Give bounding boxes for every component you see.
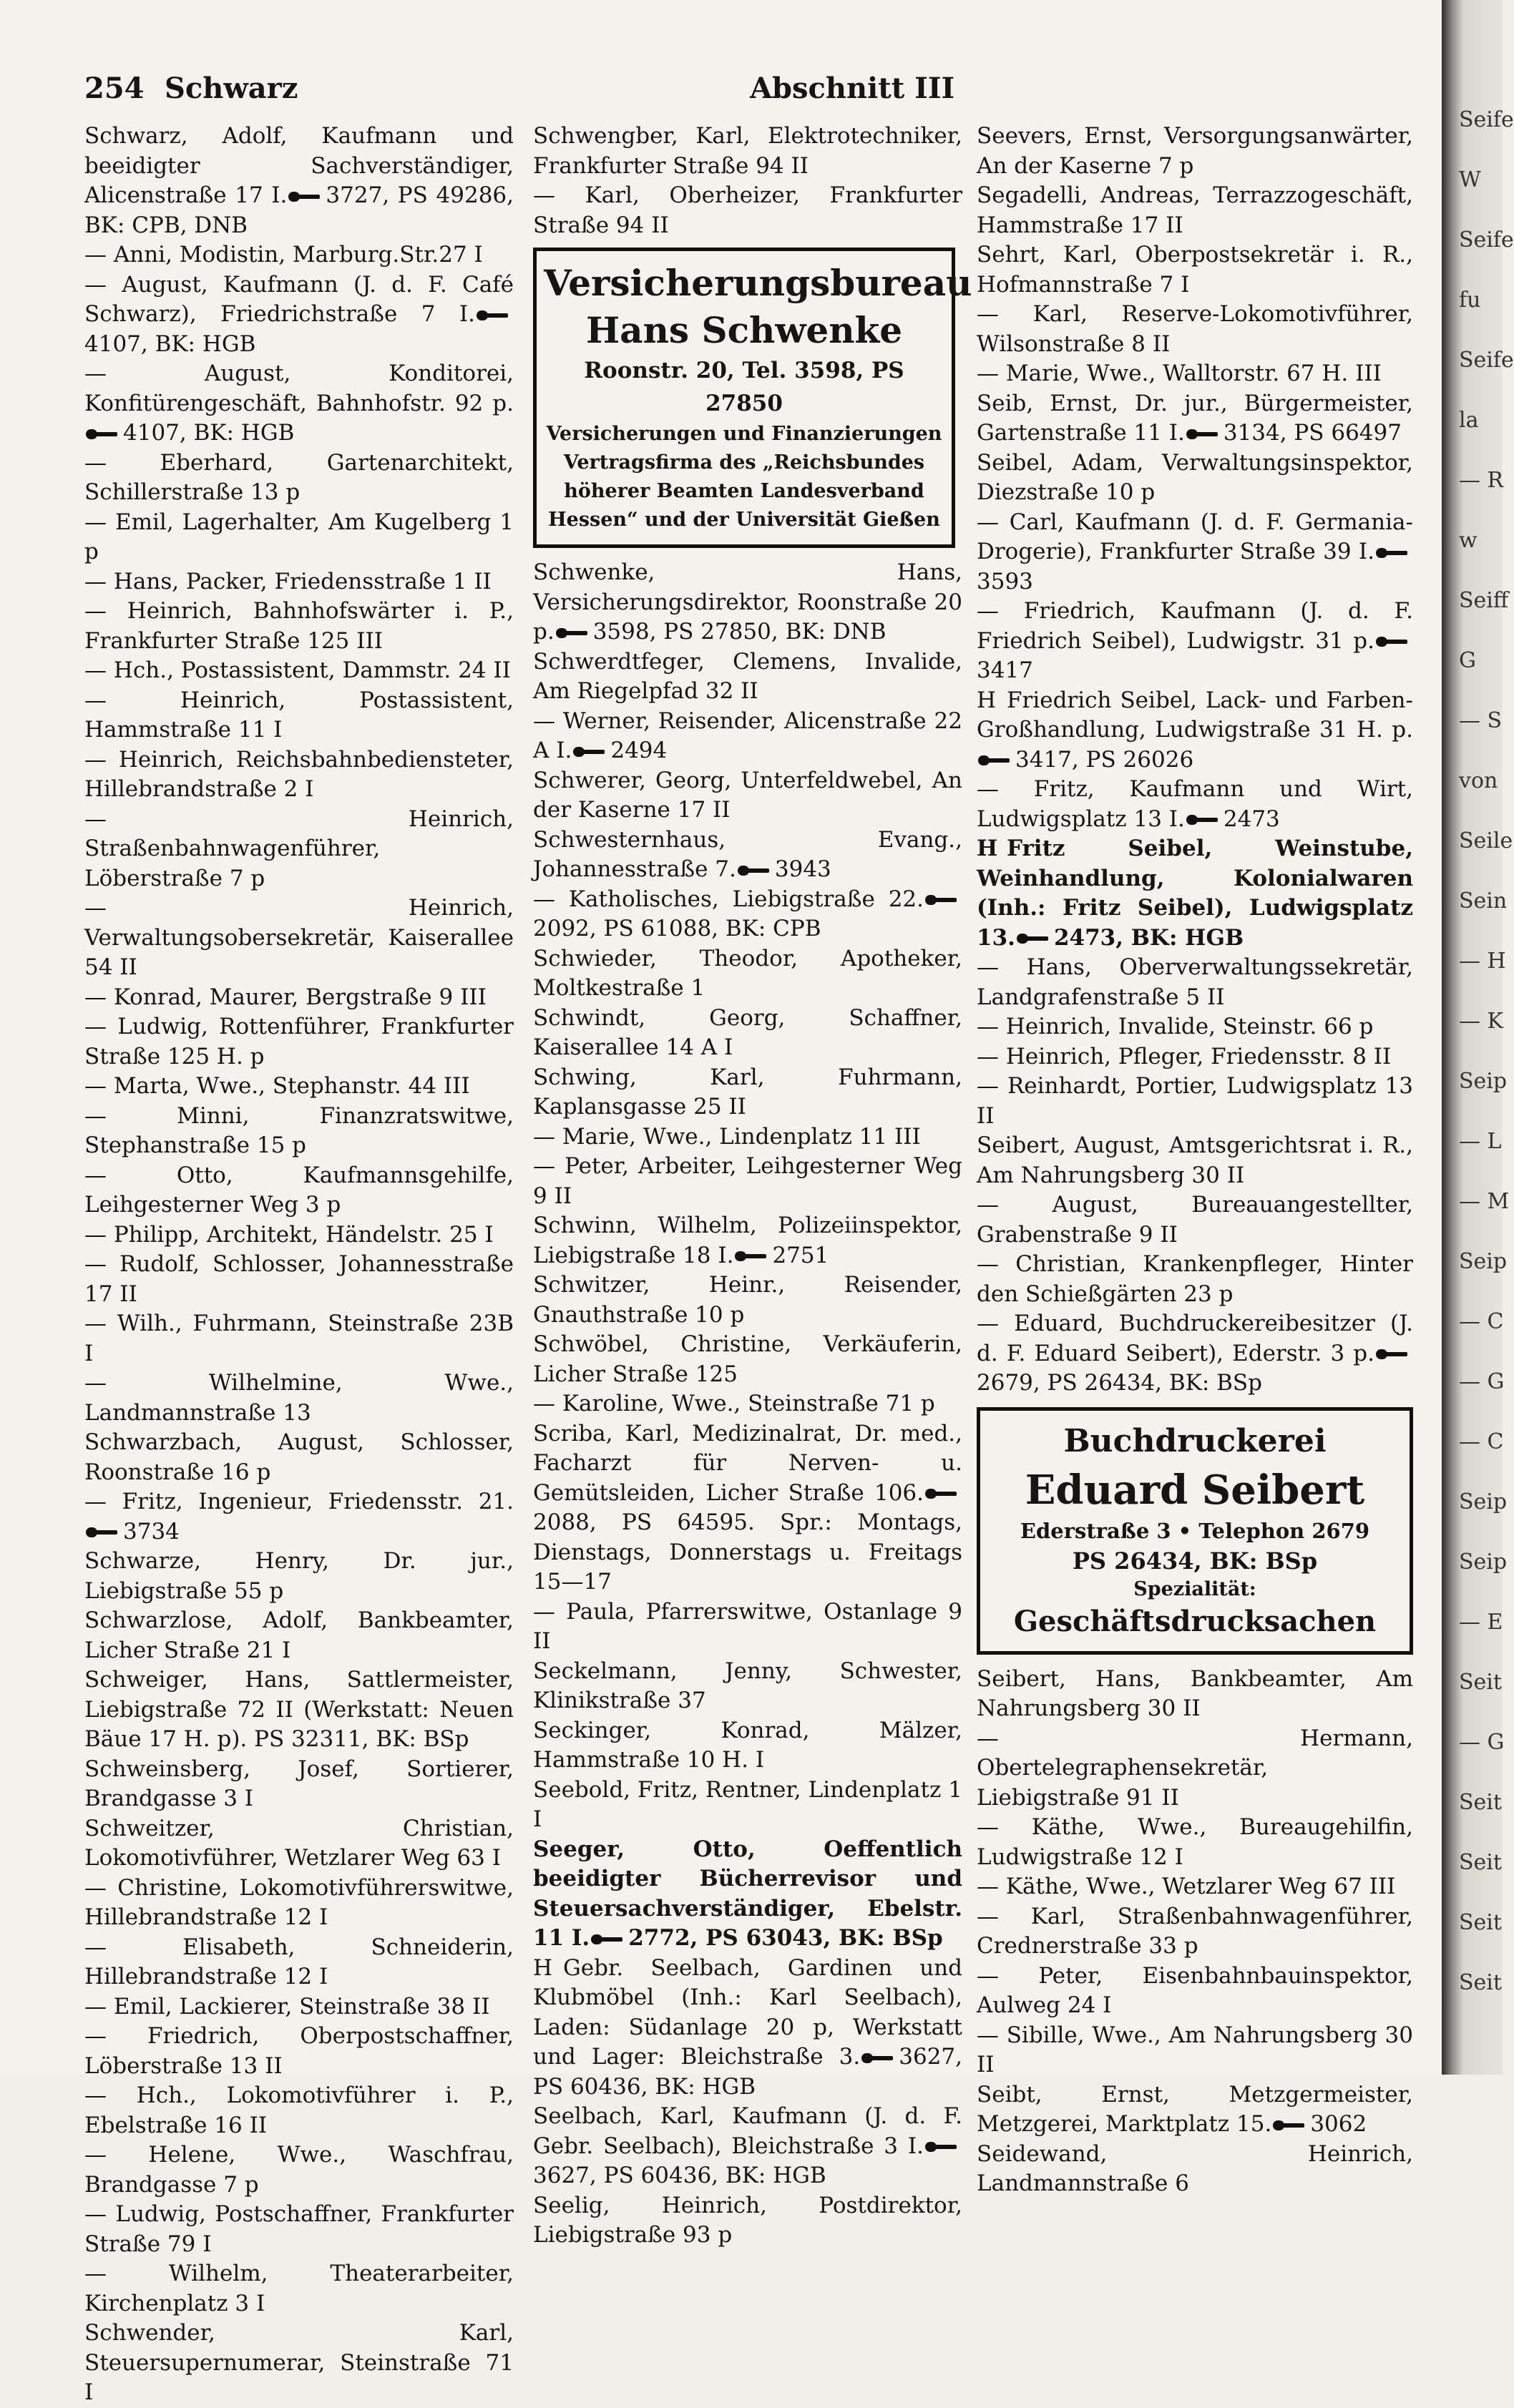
- entry-text: — Christian, Krankenpfleger, Hinter den Schießgärten 23 p: [977, 1251, 1413, 1307]
- entry-text: Fritz Seibel, Weinstube, Weinhandlung, Kolonialwaren (Inh.: Fritz Seibel), Ludwigsplatz 13.: [977, 836, 1413, 951]
- directory-entry: [977, 834, 1413, 953]
- business-marker: H: [533, 1954, 553, 1981]
- directory-entry: [84, 1933, 514, 1992]
- entry-text: Schwarzbach, August, Schlosser, Roonstraße 16 p: [84, 1429, 514, 1485]
- entry-text: Schwieder, Theodor, Apotheker, Moltkestraße 1: [533, 945, 962, 1001]
- entry-text: Schweitzer, Christian, Lokomotivführer, Wetzlarer Weg 63 I: [84, 1815, 514, 1871]
- entry-text: — Fritz, Ingenieur, Friedensstr. 21.: [84, 1489, 514, 1514]
- entry-text: — Peter, Eisenbahnbauinspektor, Aulweg 24 I: [977, 1962, 1413, 2018]
- telephone-icon: [861, 2052, 894, 2064]
- entry-telephone: 4107, BK: HGB: [84, 331, 256, 357]
- telephone-icon: [573, 746, 606, 758]
- directory-entry: [84, 1220, 514, 1251]
- entry-text: Scriba, Karl, Medizinalrat, Dr. med., Facharzt für Nerven- u. Gemütsleiden, Licher Straße 106.: [533, 1420, 962, 1506]
- entry-text: Gebr. Seelbach, Gardinen und Klubmöbel (Inh.: Karl Seelbach), Laden: Südanlage 20 p, Werkstatt und Lager: Bleichstraße 3.: [533, 1954, 962, 2070]
- ad-title: Versicherungsbureau: [544, 262, 972, 304]
- column-2: [533, 122, 972, 2251]
- telephone-icon: [1186, 429, 1219, 440]
- entry-text: Segadelli, Andreas, Terrazzogeschäft, Hammstraße 17 II: [977, 182, 1413, 238]
- directory-entry: [84, 1369, 514, 1428]
- directory-entry: [977, 1072, 1413, 1131]
- entry-text: — Eberhard, Gartenarchitekt, Schillerstraße 13 p: [84, 449, 514, 505]
- entry-telephone: 4107, BK: HGB: [123, 420, 295, 446]
- facing-page-fragment: Seip: [1459, 1550, 1508, 1575]
- facing-page-fragment: — L: [1459, 1129, 1502, 1154]
- directory-entry: [533, 1657, 962, 1716]
- directory-entry: [84, 656, 514, 686]
- directory-entry: [84, 1665, 514, 1755]
- facing-page-fragment: W: [1459, 167, 1481, 192]
- entry-text: Seckelmann, Jenny, Schwester, Klinikstraße 37: [533, 1658, 962, 1713]
- facing-page-fragment: Seit: [1459, 1970, 1502, 1995]
- facing-page-fragment: Seit: [1459, 1850, 1502, 1875]
- entry-text: — Elisabeth, Schneiderin, Hillebrandstraße 12 I: [84, 1934, 514, 1989]
- directory-entry: [84, 567, 514, 597]
- facing-page-fragment: — M: [1459, 1189, 1510, 1214]
- directory-entry: [977, 686, 1413, 775]
- directory-entry: [84, 686, 514, 745]
- ad-description: Versicherungen und Finanzierungen Vertragsfirma des „Reichsbundes höherer Beamten Landesverband Hessen“ und der Universität Gießen: [546, 423, 942, 531]
- facing-page-fragment: Seit: [1459, 1670, 1502, 1695]
- directory-entry: [84, 1814, 514, 1874]
- directory-entry: [533, 1211, 962, 1271]
- directory-entry: [84, 449, 514, 508]
- directory-entry: [977, 953, 1413, 1012]
- entry-text: — Ludwig, Postschaffner, Frankfurter Straße 79 I: [84, 2201, 514, 2257]
- facing-page-fragment: Seile: [1459, 828, 1513, 853]
- entry-text: — Wilhelmine, Wwe., Landmannstraße 13: [84, 1370, 514, 1426]
- directory-entry: [84, 270, 514, 360]
- entry-text: Schwender, Karl, Steuersupernumerar, Steinstraße 71 I: [84, 2320, 514, 2405]
- column-1: [84, 122, 514, 2408]
- directory-entry: [977, 181, 1413, 240]
- entry-text: — Helene, Wwe., Waschfrau, Brandgasse 7 p: [84, 2142, 514, 2198]
- directory-entry: [533, 122, 962, 181]
- directory-entry: [533, 885, 962, 944]
- entry-telephone: 3598, PS 27850, BK: DNB: [592, 619, 887, 645]
- directory-entry: [977, 1724, 1413, 1814]
- directory-entry: [977, 1012, 1413, 1042]
- entry-telephone: 3062: [1310, 2111, 1367, 2137]
- facing-page-fragment: fu: [1459, 288, 1481, 313]
- entry-text: — Hermann, Obertelegraphensekretär, Liebigstraße 91 II: [977, 1725, 1413, 1811]
- page-header: [84, 72, 1444, 112]
- ad-address: Ederstraße 3 • Telephon 2679: [1020, 1518, 1370, 1543]
- facing-page-fragment: la: [1459, 408, 1479, 433]
- entry-text: Schweinsberg, Josef, Sortierer, Brandgasse 3 I: [84, 1756, 514, 1811]
- ad-specialty-label: Spezialität:: [1133, 1577, 1256, 1600]
- entry-text: Schwitzer, Heinr., Reisender, Gnauthstraße 10 p: [533, 1272, 962, 1328]
- directory-entry: [84, 1547, 514, 1606]
- telephone-icon: [288, 191, 321, 202]
- directory-entry: [977, 300, 1413, 359]
- ad-specialty: Geschäftsdrucksachen: [1013, 1604, 1377, 1638]
- entry-text: Schwerdtfeger, Clemens, Invalide, Am Riegelpfad 32 II: [533, 648, 962, 704]
- entry-text: — Karoline, Wwe., Steinstraße 71 p: [533, 1391, 935, 1416]
- facing-page-fragment: — C: [1459, 1309, 1504, 1334]
- facing-page-fragment: — E: [1459, 1610, 1503, 1635]
- entry-text: Schwarze, Henry, Dr. jur., Liebigstraße 55 p: [84, 1548, 514, 1604]
- facing-page-fragment: — C: [1459, 1429, 1504, 1454]
- entry-telephone: 3417: [977, 657, 1033, 683]
- directory-entry: [84, 2022, 514, 2081]
- directory-entry: [84, 122, 514, 240]
- entry-text: — Katholisches, Liebigstraße 22.: [533, 886, 924, 912]
- directory-entry: [977, 122, 1413, 181]
- telephone-icon: [925, 894, 958, 906]
- entry-text: — Anni, Modistin, Marburg.Str.27 I: [84, 242, 483, 268]
- entry-telephone: 3734: [123, 1518, 180, 1545]
- entry-telephone: 2092, PS 61088, BK: CPB: [533, 916, 821, 941]
- column-2-top-entries: [533, 122, 962, 240]
- facing-page-fragment: G: [1459, 648, 1476, 673]
- ad-name: Eduard Seibert: [1025, 1466, 1365, 1514]
- directory-entry: [533, 1419, 962, 1597]
- telephone-icon: [1273, 2120, 1306, 2131]
- entry-text: — Fritz, Kaufmann und Wirt, Ludwigsplatz 13 I.: [977, 776, 1413, 832]
- directory-entry: [84, 359, 514, 449]
- entry-text: Schwing, Karl, Fuhrmann, Kaplansgasse 25 II: [533, 1064, 962, 1120]
- directory-entry: [84, 1309, 514, 1369]
- entry-text: Seidewand, Heinrich, Landmannstraße 6: [977, 2140, 1413, 2196]
- directory-entry: [533, 1776, 962, 1835]
- entry-text: — Marie, Wwe., Walltorstr. 67 H. III: [977, 361, 1382, 386]
- directory-entry: [533, 1122, 962, 1152]
- directory-entry: [533, 1389, 962, 1419]
- facing-page-fragment: — H: [1459, 949, 1506, 974]
- directory-entry: [977, 2140, 1413, 2199]
- entry-text: Schwarz, Adolf, Kaufmann und beeidigter Sachverständiger, Alicenstraße 17 I.: [84, 123, 514, 208]
- entry-text: — Konrad, Maurer, Bergstraße 9 III: [84, 984, 487, 1010]
- entry-text: Schwinn, Wilhelm, Polizeiinspektor, Liebigstraße 18 I.: [533, 1213, 962, 1268]
- directory-entry: [84, 1072, 514, 1102]
- directory-entry: [977, 775, 1413, 834]
- directory-entry: [977, 389, 1413, 449]
- entry-text: Schwöbel, Christine, Verkäuferin, Licher Straße 125: [533, 1331, 962, 1387]
- entry-text: Seibt, Ernst, Metzgermeister, Metzgerei, Marktplatz 15.: [977, 2081, 1413, 2137]
- telephone-icon: [591, 1934, 624, 1945]
- entry-text: — Hch., Lokomotivführer i. P., Ebelstraße 16 II: [84, 2082, 514, 2138]
- directory-entry: [533, 707, 962, 766]
- entry-text: — Heinrich, Pfleger, Friedensstr. 8 II: [977, 1043, 1392, 1070]
- directory-entry: [84, 1755, 514, 1814]
- page-running-name: Schwarz: [165, 72, 298, 105]
- telephone-icon: [925, 2141, 958, 2153]
- entry-text: Schweiger, Hans, Sattlermeister, Liebigstraße 72 II (Werkstatt: Neuen Bäue 17 H. p). PS 32311, BK: BSp: [84, 1667, 514, 1752]
- directory-entry: [533, 826, 962, 885]
- section-title: Abschnitt III: [750, 72, 955, 105]
- entry-telephone: 3627, PS 60436, BK: HGB: [533, 2163, 826, 2188]
- directory-entry: [533, 1271, 962, 1330]
- telephone-icon: [1376, 636, 1409, 647]
- telephone-icon: [738, 865, 771, 876]
- telephone-icon: [1186, 814, 1219, 826]
- entry-text: — Rudolf, Schlosser, Johannesstraße 17 II: [84, 1251, 514, 1307]
- entry-text: — Karl, Reserve-Lokomotivführer, Wilsonstraße 8 II: [977, 301, 1413, 357]
- directory-entry: [977, 1190, 1413, 1250]
- entry-text: Schwesternhaus, Evang., Johannesstraße 7.: [533, 826, 962, 882]
- entry-telephone: 3943: [774, 856, 831, 882]
- ad-title: Buchdruckerei: [1063, 1422, 1327, 1459]
- directory-entry: [977, 1813, 1413, 1872]
- entry-text: — Eduard, Buchdruckereibesitzer (J. d. F. Eduard Seibert), Ederstr. 3 p.: [977, 1311, 1413, 1366]
- directory-entry: [533, 181, 962, 240]
- facing-page-fragment: Seife: [1459, 107, 1514, 132]
- entry-text: — Minni, Finanzratswitwe, Stephanstraße 15 p: [84, 1102, 514, 1158]
- directory-entry: [84, 1874, 514, 1933]
- entry-telephone: 3134, PS 66497: [1223, 420, 1402, 446]
- directory-entry: [84, 1487, 514, 1547]
- entry-text: — Friedrich, Kaufmann (J. d. F. Friedrich Seibel), Ludwigstr. 31 p.: [977, 598, 1413, 654]
- entry-text: — Karl, Straßenbahnwagenführer, Crednerstraße 33 p: [977, 1903, 1413, 1959]
- entry-text: — Karl, Oberheizer, Frankfurter Straße 94 II: [533, 182, 962, 238]
- directory-entry: [977, 1962, 1413, 2021]
- entry-text: — Carl, Kaufmann (J. d. F. Germania-Drogerie), Frankfurter Straße 39 I.: [977, 509, 1413, 564]
- entry-text: — Werner, Reisender, Alicenstraße 22 A I.: [533, 708, 962, 763]
- directory-entry: [533, 1835, 962, 1954]
- entry-text: Seelbach, Karl, Kaufmann (J. d. F. Gebr. Seelbach), Bleichstraße 3 I.: [533, 2103, 962, 2159]
- entry-text: Seibel, Adam, Verwaltungsinspektor, Diezstraße 10 p: [977, 449, 1413, 505]
- column-1-entries: [84, 122, 514, 2408]
- directory-entry: [84, 1012, 514, 1072]
- facing-page-fragment: Seip: [1459, 1069, 1508, 1094]
- directory-entry: [533, 766, 962, 826]
- entry-telephone: 2679, PS 26434, BK: BSp: [977, 1370, 1262, 1396]
- entry-text: — Christine, Lokomotivführerswitwe, Hillebrandstraße 12 I: [84, 1874, 514, 1930]
- directory-entry: [977, 359, 1413, 389]
- business-marker: H: [977, 836, 998, 861]
- ad-name: Hans Schwenke: [585, 309, 903, 351]
- facing-page-fragment: — S: [1459, 708, 1503, 733]
- page-number: 254: [84, 72, 145, 105]
- entry-text: — Heinrich, Bahnhofswärter i. P., Frankfurter Straße 125 III: [84, 598, 514, 654]
- entry-text: — Hans, Oberverwaltungssekretär, Landgrafenstraße 5 II: [977, 954, 1413, 1010]
- telephone-icon: [86, 429, 119, 440]
- entry-text: Seebold, Fritz, Rentner, Lindenplatz 1 I: [533, 1776, 962, 1832]
- entry-text: — Hans, Packer, Friedensstraße 1 II: [84, 568, 492, 594]
- directory-entry: [977, 1131, 1413, 1190]
- facing-page-fragment: — G: [1459, 1730, 1505, 1755]
- facing-page-fragment: Seife: [1459, 348, 1514, 373]
- entry-text: Schwindt, Georg, Schaffner, Kaiserallee 14 A I: [533, 1004, 962, 1060]
- facing-page-fragment: Seife: [1459, 227, 1514, 253]
- entry-text: — Marta, Wwe., Stephanstr. 44 III: [84, 1073, 470, 1099]
- directory-entry: [977, 240, 1413, 300]
- directory-entry: [84, 508, 514, 567]
- entry-telephone: 2751: [772, 1242, 829, 1268]
- entry-telephone: 2772, PS 63043, BK: BSp: [628, 1925, 943, 1951]
- directory-entry: [977, 2080, 1413, 2140]
- entry-text: Seeger, Otto, Oeffentlich beeidigter Bücherrevisor und Steuersachverständiger, Ebelstr. 11 I.: [533, 1836, 962, 1951]
- directory-entry: [533, 1330, 962, 1389]
- directory-entry: [977, 1902, 1413, 1962]
- entry-text: — August, Kaufmann (J. d. F. Café Schwarz), Friedrichstraße 7 I.: [84, 271, 514, 327]
- directory-entry: [84, 1428, 514, 1487]
- directory-entry: [977, 1250, 1413, 1309]
- entry-text: — Heinrich, Postassistent, Hammstraße 11 I: [84, 687, 514, 743]
- column-3-top-entries: [977, 122, 1413, 1399]
- facing-page-edge: [1442, 0, 1514, 2075]
- entry-telephone: 3417, PS 26026: [1015, 746, 1194, 773]
- directory-entry: [84, 1606, 514, 1665]
- directory-entry: [977, 1309, 1413, 1399]
- entry-text: — Hch., Postassistent, Dammstr. 24 II: [84, 657, 511, 683]
- facing-page-fragment: Seit: [1459, 1910, 1502, 1935]
- directory-entry: [84, 1992, 514, 2022]
- directory-entry: [533, 1954, 962, 2103]
- telephone-icon: [1017, 933, 1050, 944]
- directory-entry: [84, 2140, 514, 2200]
- entry-telephone: 2088, PS 64595. Spr.: Montags, Dienstags, Donnerstags u. Freitags 15—17: [533, 1509, 962, 1595]
- entry-text: — Marie, Wwe., Lindenplatz 11 III: [533, 1123, 921, 1150]
- directory-entry: [977, 1872, 1413, 1902]
- telephone-icon: [86, 1527, 119, 1538]
- facing-page-fragment: Seiff: [1459, 588, 1509, 613]
- entry-text: Seibert, Hans, Bankbeamter, Am Nahrungsberg 30 II: [977, 1665, 1413, 1721]
- directory-entry: [84, 983, 514, 1013]
- directory-entry: [84, 1161, 514, 1220]
- entry-text: — August, Konditorei, Konfitürengeschäft, Bahnhofstr. 92 p.: [84, 361, 514, 416]
- entry-telephone: 2473, BK: HGB: [1053, 924, 1244, 951]
- entry-text: Friedrich Seibel, Lack- und Farben-Großhandlung, Ludwigstraße 31 H. p.: [977, 687, 1413, 743]
- entry-text: Schwarzlose, Adolf, Bankbeamter, Licher Straße 21 I: [84, 1607, 514, 1663]
- entry-text: Seibert, August, Amtsgerichtsrat i. R., Am Nahrungsberg 30 II: [977, 1132, 1413, 1188]
- directory-entry: [84, 805, 514, 894]
- entry-text: Seelig, Heinrich, Postdirektor, Liebigstraße 93 p: [533, 2192, 962, 2248]
- directory-entry: [533, 1004, 962, 1063]
- directory-entry: [533, 1063, 962, 1122]
- directory-entry: [533, 1597, 962, 1657]
- directory-entry: [84, 597, 514, 656]
- facing-page-fragment: Sein: [1459, 889, 1508, 914]
- advertisement-versicherungsbureau: [533, 248, 972, 548]
- directory-entry: [977, 1042, 1413, 1072]
- facing-page-fragment: w: [1459, 528, 1478, 553]
- entry-telephone: 2494: [610, 738, 668, 763]
- entry-telephone: 3727, PS 49286, BK: CPB, DNB: [84, 182, 514, 238]
- directory-entry: [533, 944, 962, 1004]
- directory-entry: [533, 558, 962, 647]
- facing-page-fragment: — G: [1459, 1369, 1505, 1394]
- entry-text: — Sibille, Wwe., Am Nahrungsberg 30 II: [977, 2022, 1413, 2077]
- directory-entry: [84, 240, 514, 270]
- advertisement-buchdruckerei: [977, 1407, 1413, 1655]
- entry-text: — Ludwig, Rottenführer, Frankfurter Straße 125 H. p: [84, 1014, 514, 1070]
- facing-page-fragment: — K: [1459, 1009, 1503, 1034]
- entry-telephone: 3627, PS 60436, BK: HGB: [533, 2044, 962, 2100]
- directory-entry: [84, 745, 514, 805]
- directory-entry: [977, 2021, 1413, 2080]
- telephone-icon: [1376, 547, 1409, 559]
- entry-text: Seib, Ernst, Dr. jur., Bürgermeister, Gartenstraße 11 I.: [977, 390, 1413, 446]
- business-marker: H: [977, 687, 997, 713]
- entry-text: — Käthe, Wwe., Bureaugehilfin, Ludwigstraße 12 I: [977, 1814, 1413, 1870]
- entry-text: — Otto, Kaufmannsgehilfe, Leihgesterner Weg 3 p: [84, 1162, 514, 1218]
- entry-text: — Philipp, Architekt, Händelstr. 25 I: [84, 1221, 494, 1248]
- directory-entry: [84, 1250, 514, 1309]
- column-2-entries: [533, 558, 962, 2251]
- entry-telephone: 2473: [1223, 806, 1280, 832]
- directory-entry: [533, 2191, 962, 2251]
- entry-text: Seckinger, Konrad, Mälzer, Hammstraße 10 H. I: [533, 1717, 962, 1773]
- directory-entry: [533, 647, 962, 707]
- directory-entry: [84, 2200, 514, 2259]
- telephone-icon: [1376, 1349, 1409, 1360]
- entry-text: Seevers, Ernst, Versorgungsanwärter, An der Kaserne 7 p: [977, 123, 1413, 179]
- entry-text: Schwenke, Hans, Versicherungsdirektor, Roonstraße 20 p.: [533, 559, 962, 645]
- entry-text: — Heinrich, Invalide, Steinstr. 66 p: [977, 1014, 1374, 1039]
- facing-page-fragment: Seip: [1459, 1249, 1508, 1274]
- entry-text: — August, Bureauangestellter, Grabenstraße 9 II: [977, 1192, 1413, 1248]
- ad-accounts: PS 26434, BK: BSp: [1072, 1547, 1318, 1575]
- directory-entry: [977, 449, 1413, 508]
- telephone-icon: [978, 755, 1011, 766]
- ad-contact: Roonstr. 20, Tel. 3598, PS 27850: [584, 358, 904, 416]
- directory-entry: [84, 894, 514, 983]
- directory-entry: [533, 2102, 962, 2191]
- telephone-icon: [477, 310, 509, 321]
- entry-text: — Heinrich, Straßenbahnwagenführer, Löberstraße 7 p: [84, 806, 514, 891]
- entry-text: — Peter, Arbeiter, Leihgesterner Weg 9 II: [533, 1153, 962, 1209]
- entry-text: Schwengber, Karl, Elektrotechniker, Frankfurter Straße 94 II: [533, 123, 962, 179]
- directory-entry: [533, 1152, 962, 1211]
- directory-entry: [977, 508, 1413, 597]
- entry-text: — Wilhelm, Theaterarbeiter, Kirchenplatz 3 I: [84, 2261, 514, 2316]
- entry-text: — Emil, Lagerhalter, Am Kugelberg 1 p: [84, 509, 514, 564]
- entry-text: — Wilh., Fuhrmann, Steinstraße 23B I: [84, 1311, 514, 1366]
- entry-text: — Käthe, Wwe., Wetzlarer Weg 67 III: [977, 1874, 1396, 1899]
- directory-entry: [84, 2319, 514, 2408]
- facing-page-fragment: — R: [1459, 468, 1504, 493]
- directory-entry: [977, 597, 1413, 686]
- directory-entry: [84, 2081, 514, 2140]
- telephone-icon: [556, 627, 589, 639]
- directory-entry: [84, 2259, 514, 2319]
- telephone-icon: [735, 1251, 768, 1262]
- entry-text: — Reinhardt, Portier, Ludwigsplatz 13 II: [977, 1073, 1413, 1129]
- entry-text: — Heinrich, Verwaltungsobersekretär, Kaiserallee 54 II: [84, 895, 514, 980]
- directory-entry: [84, 1102, 514, 1161]
- telephone-icon: [925, 1488, 958, 1499]
- entry-text: Sehrt, Karl, Oberpostsekretär i. R., Hofmannstraße 7 I: [977, 242, 1413, 298]
- entry-text: — Heinrich, Reichsbahnbediensteter, Hillebrandstraße 2 I: [84, 746, 514, 802]
- entry-text: Schwerer, Georg, Unterfeldwebel, An der Kaserne 17 II: [533, 767, 962, 823]
- facing-page-fragment: Seip: [1459, 1489, 1508, 1514]
- entry-text: — Friedrich, Oberpostschaffner, Löberstraße 13 II: [84, 2023, 514, 2079]
- entry-text: — Paula, Pfarrerswitwe, Ostanlage 9 II: [533, 1598, 962, 1654]
- entry-telephone: 3593: [977, 568, 1033, 594]
- facing-page-fragment: von: [1459, 768, 1498, 793]
- entry-text: — Emil, Lackierer, Steinstraße 38 II: [84, 1993, 490, 2020]
- directory-entry: [533, 1716, 962, 1776]
- column-3: [977, 122, 1413, 2199]
- facing-page-fragment: Seit: [1459, 1790, 1502, 1815]
- directory-entry: [977, 1665, 1413, 1724]
- column-3-entries: [977, 1665, 1413, 2199]
